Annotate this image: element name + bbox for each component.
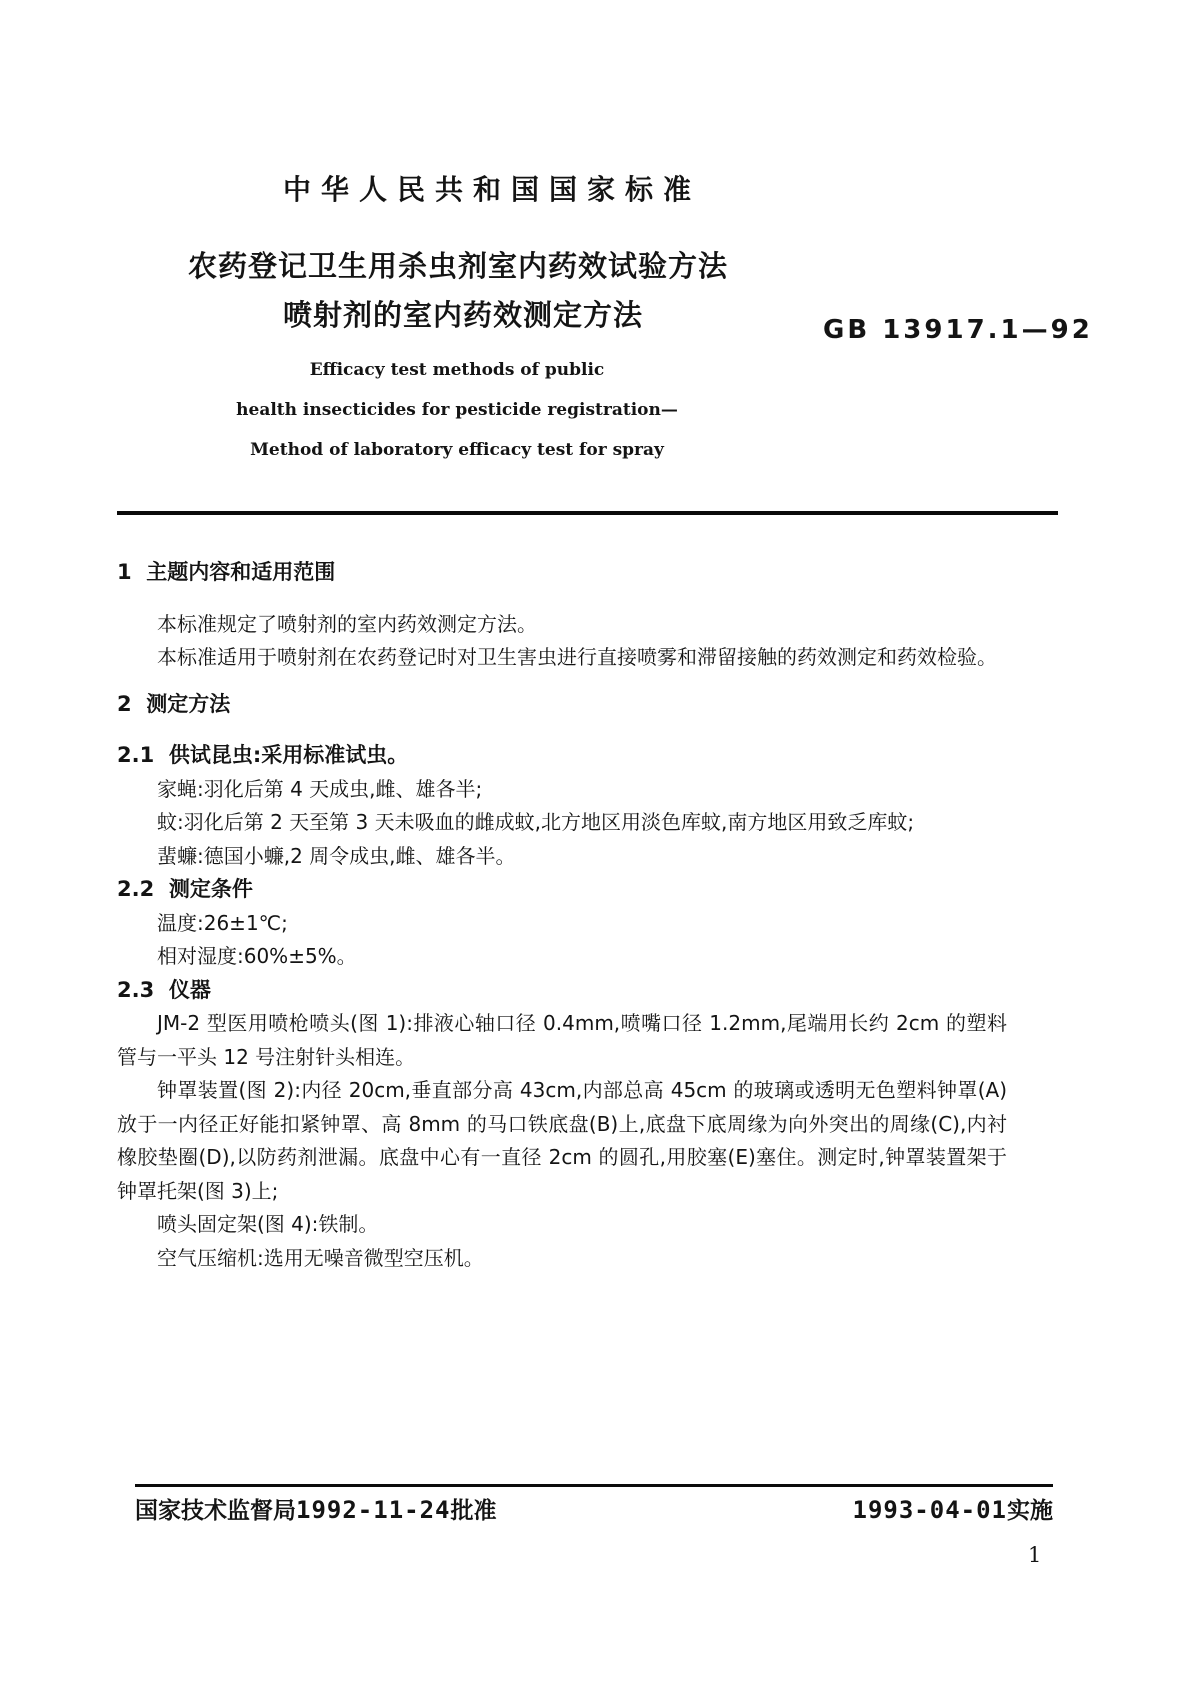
clause-2-3-paragraph-sprayer: JM-2 型医用喷枪喷头(图 1):排液心轴口径 0.4mm,喷嘴口径 1.2mm,尾端用长约 2cm 的塑料管与一平头 12 号注射针头相连。 xyxy=(117,1011,1007,1069)
clause-2-3-paragraph-nozzle-holder: 喷头固定架(图 4):铁制。 xyxy=(157,1212,379,1236)
document-body xyxy=(117,556,1007,1275)
footer xyxy=(135,1492,1053,1525)
title-english xyxy=(137,350,777,470)
section-1-paragraph: 本标准适用于喷射剂在农药登记时对卫生害虫进行直接喷雾和滞留接触的药效测定和药效检验。 xyxy=(157,645,997,669)
page-number: 1 xyxy=(1028,1543,1042,1567)
implementation-label: 实施 xyxy=(1007,1498,1053,1524)
clause-2-3-paragraph-bell-jar: 钟罩装置(图 2):内径 20cm,垂直部分高 43cm,内部总高 45cm 的玻璃或透明无色塑料钟罩(A)放于一内径正好能扣紧钟罩、高 8mm 的马口铁底盘(B)上,底盘下底周缘为向外突出的周缘(C),内衬橡胶垫圈(D),以防药剂泄漏。底盘中心有一直径 2cm 的圆孔,用胶塞(E)塞住。测定时,钟罩装置架于钟罩托架(图 3)上; xyxy=(117,1078,1007,1203)
clause-2-3-heading: 2.3 仪器 xyxy=(117,977,211,1002)
implementation-statement xyxy=(853,1492,1054,1525)
clause-2-1-item-housefly: 家蝇:羽化后第 4 天成虫,雌、雄各半; xyxy=(157,776,483,801)
footer-divider xyxy=(135,1484,1053,1487)
national-standard-label: 中华人民共和国国家标准 xyxy=(283,173,702,206)
clause-2-2-heading: 2.2 测定条件 xyxy=(117,877,253,901)
clause-2-1-item-mosquito: 蚊:羽化后第 2 天至第 3 天未吸血的雌成蚊,北方地区用淡色库蚊,南方地区用致乏库蚊; xyxy=(157,810,915,834)
clause-2-1-heading: 2.1 供试昆虫:采用标准试虫。 xyxy=(117,743,409,767)
title-english-line1: Efficacy test methods of public xyxy=(309,360,605,380)
section-2-heading: 2 测定方法 xyxy=(117,691,231,716)
clause-2-1-item-cockroach: 蜚蠊:德国小蠊,2 周令成虫,雌、雄各半。 xyxy=(157,843,516,868)
title-chinese-line1: 农药登记卫生用杀虫剂室内药效试验方法 xyxy=(188,249,729,283)
clause-2-2-item-humidity: 相对湿度:60%±5%。 xyxy=(157,944,357,968)
clause-2-2-item-temperature: 温度:26±1℃; xyxy=(157,910,288,935)
title-chinese-line2: 喷射剂的室内药效测定方法 xyxy=(283,298,644,332)
section-1-heading: 1 主题内容和适用范围 xyxy=(117,560,336,584)
section-1-paragraph: 本标准规定了喷射剂的室内药效测定方法。 xyxy=(157,611,537,636)
clause-2-3-paragraph-compressor: 空气压缩机:选用无噪音微型空压机。 xyxy=(157,1245,484,1270)
approval-agency: 国家技术监督局 xyxy=(135,1498,296,1524)
standard-code: GB 13917.1—92 xyxy=(823,315,1093,345)
header-divider xyxy=(117,511,1058,515)
implementation-date: 1993-04-01 xyxy=(852,1496,1007,1524)
title-english-line2: health insecticides for pesticide registration— xyxy=(236,400,678,420)
title-english-line3: Method of laboratory efficacy test for spray xyxy=(250,440,664,460)
approval-date: 1992-11-24 xyxy=(296,1496,451,1524)
approval-statement xyxy=(135,1492,497,1525)
approval-label: 批准 xyxy=(450,1498,497,1524)
